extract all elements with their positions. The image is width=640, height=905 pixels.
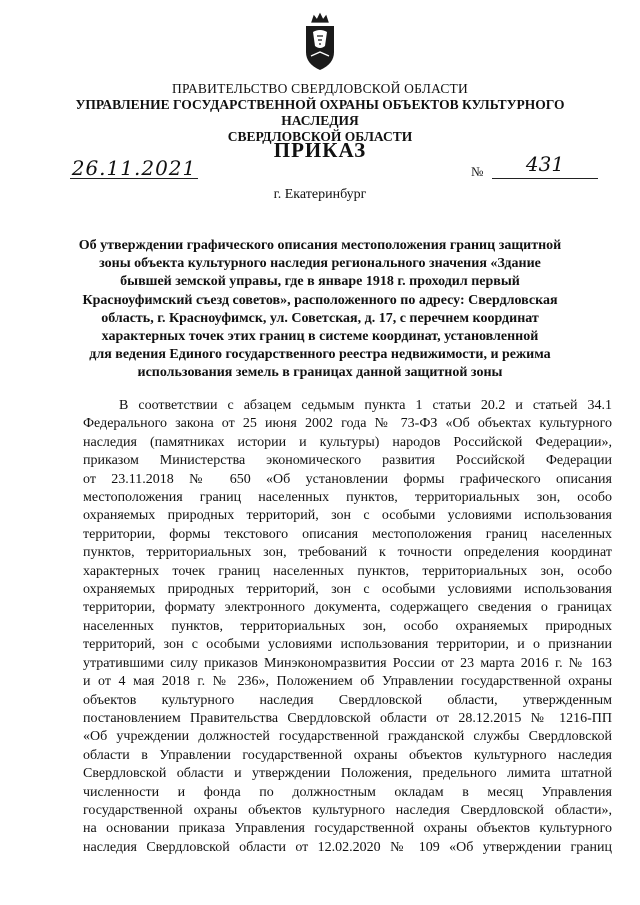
title-line: зоны объекта культурного наследия регионального значения «Здание: [99, 256, 541, 272]
title-line: область, г. Красноуфимск, ул. Советская, д. 17, с перечнем координат: [101, 310, 539, 326]
body-line: и от 4 мая 2018 г. № 236», Положением об Управлении государственной охраны: [83, 674, 612, 690]
body-text: [83, 397, 612, 857]
body-line: местоположения границ населенных пунктов, территориальных зон, особо: [83, 490, 612, 506]
city: г. Екатеринбург: [273, 187, 367, 202]
number-sign: №: [471, 164, 484, 179]
order-date: 26.11.2021: [71, 156, 197, 180]
body-line: наследия (памятниках истории и культуры) народов Российской Федерации»,: [83, 434, 612, 450]
body-line: охраняемых природных территорий, зон с особыми условиями использования: [83, 582, 612, 598]
body-line: Федерального закона от 25 июня 2002 года № 73-ФЗ «Об объектах культурного: [83, 416, 612, 432]
body-line: В соответствии с абзацем седьмым пункта 1 статьи 20.2 и статьей 34.1: [119, 398, 612, 413]
body-line: охраняемых природных территорий, зон с особыми условиями использования: [83, 508, 612, 524]
date-underline: [70, 178, 198, 179]
body-line: от 23.11.2018 № 650 «Об установлении формы графического описания: [83, 471, 612, 487]
body-line: территорий, зон с особыми условиями использования территории, и о признании: [83, 637, 612, 653]
title-line: использования земель в границах данной защитной зоны: [137, 365, 503, 381]
title-line: характерных точек этих границ в системе координат, установленной: [101, 329, 539, 345]
coat-of-arms-icon: [300, 12, 340, 72]
body-line: приказом Министерства экономического развития Российской Федерации: [83, 453, 612, 469]
body-line: государственной охраны объектов культурного наследия Свердловской области»,: [83, 802, 612, 818]
title-line: Красноуфимский съезд советов», расположенного по адресу: Свердловская: [82, 292, 558, 308]
body-line: на основании приказа Управления государственной охраны объектов культурного: [83, 821, 612, 837]
body-line: постановлением Правительства Свердловской области от 28.12.2015 № 1216-ПП: [83, 710, 612, 726]
body-line: объектов культурного наследия Свердловской области, утвержденным: [83, 692, 612, 708]
department-line: СВЕРДЛОВСКОЙ ОБЛАСТИ: [227, 129, 413, 144]
body-line: наследия Свердловской области от 12.02.2020 № 109 «Об утверждении границ: [83, 839, 612, 855]
government-name: ПРАВИТЕЛЬСТВО СВЕРДЛОВСКОЙ ОБЛАСТИ: [172, 81, 468, 96]
body-line: территории, формату электронного документа, содержащего сведения о границах: [83, 600, 612, 616]
body-line: численности и фонда по должностным окладам в месяц Управления: [83, 784, 612, 800]
title-line: для ведения Единого государственного реестра недвижимости, и режима: [89, 347, 551, 363]
order-title: [70, 237, 570, 383]
body-line: утратившими силу приказов Минэкономразвития России от 23 марта 2016 г. № 163: [83, 655, 612, 671]
body-line: населенных пунктов, территориальных зон, особо охраняемых природных: [83, 618, 612, 634]
order-number: 431: [525, 152, 565, 176]
number-underline: [492, 178, 598, 179]
department-line: УПРАВЛЕНИЕ ГОСУДАРСТВЕННОЙ ОХРАНЫ ОБЪЕКТОВ КУЛЬТУРНОГО НАСЛЕДИЯ: [75, 97, 565, 128]
body-line: Свердловской области и утверждении Положения, предельного лимита штатной: [83, 766, 612, 782]
title-line: Об утверждении графического описания местоположения границ защитной: [78, 238, 562, 253]
body-line: области в Управлении государственной охраны объектов культурного наследия: [83, 747, 612, 763]
body-line: пунктов, территориальных зон, требований к точности определения координат: [83, 545, 612, 561]
body-line: территории, формы текстового описания местоположения границ населенных: [83, 526, 612, 542]
title-line: бывшей земской управы, где в январе 1918 г. проходил первый: [120, 274, 520, 290]
document-type: ПРИКАЗ: [273, 138, 367, 162]
body-line: «Об учреждении должностей государственной гражданской службы Свердловской: [83, 729, 612, 745]
body-line: характерных точек границ населенных пунктов, территориальных зон, особо: [83, 563, 612, 579]
